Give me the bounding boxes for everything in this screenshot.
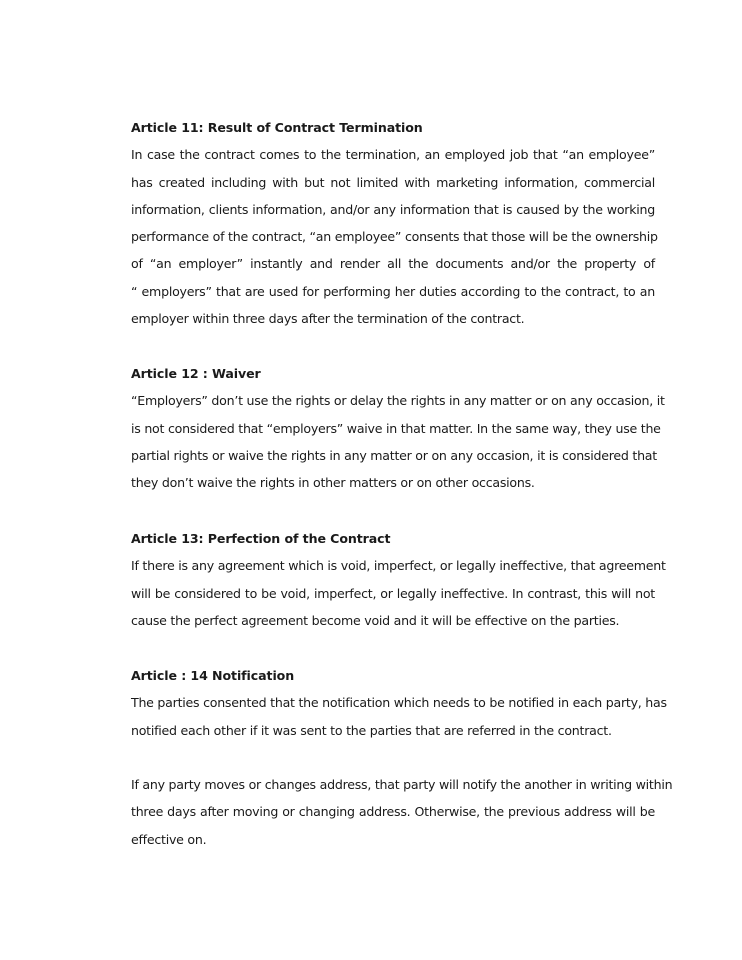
text-line: will be considered to be void, imperfect, or legally ineffective. In contrast, this will not bbox=[131, 585, 655, 601]
text-line: cause the perfect agreement become void and it will be effective on the parties. bbox=[131, 612, 620, 628]
paragraph bbox=[131, 141, 658, 332]
paragraph bbox=[131, 771, 673, 853]
paragraph bbox=[131, 689, 667, 744]
article-heading: Article : 14 Notification bbox=[131, 668, 295, 683]
text-line: notified each other if it was sent to the parties that are referred in the contract. bbox=[131, 722, 612, 738]
text-line: performance of the contract, “an employee” consents that those will be the ownership bbox=[131, 229, 658, 245]
article-section bbox=[131, 114, 658, 332]
text-line: “ employers” that are used for performing her duties according to the contract, to an bbox=[131, 283, 655, 299]
text-line: In case the contract comes to the termination, an employed job that “an employee” bbox=[131, 147, 655, 163]
article-section bbox=[131, 525, 666, 634]
text-line: partial rights or waive the rights in any matter or on any occasion, it is considered that bbox=[131, 447, 657, 463]
text-line: they don’t waive the rights in other matters or on other occasions. bbox=[131, 475, 535, 491]
paragraph bbox=[131, 387, 665, 496]
paragraph bbox=[131, 552, 666, 634]
paragraph-spacer bbox=[131, 744, 655, 771]
article-heading: Article 13: Perfection of the Contract bbox=[131, 531, 391, 546]
text-line: effective on. bbox=[131, 831, 207, 847]
text-line: has created including with but not limited with marketing information, commercial bbox=[131, 174, 655, 190]
article-heading: Article 12 : Waiver bbox=[131, 366, 261, 381]
text-line: three days after moving or changing address. Otherwise, the previous address will be bbox=[131, 804, 655, 820]
text-line: The parties consented that the notification which needs to be notified in each party, has bbox=[131, 695, 667, 711]
article-heading: Article 11: Result of Contract Termination bbox=[131, 120, 423, 135]
text-line: “Employers” don’t use the rights or delay the rights in any matter or on any occasion, it bbox=[131, 393, 665, 409]
text-line: If any party moves or changes address, that party will notify the another in writing within bbox=[131, 777, 673, 793]
text-line: of “an employer” instantly and render all the documents and/or the property of bbox=[131, 256, 655, 272]
text-line: employer within three days after the termination of the contract. bbox=[131, 311, 525, 327]
article-section bbox=[131, 662, 673, 853]
text-line: is not considered that “employers” waive in that matter. In the same way, they use the bbox=[131, 420, 661, 436]
article-section bbox=[131, 360, 665, 496]
text-line: information, clients information, and/or any information that is caused by the working bbox=[131, 201, 655, 217]
text-line: If there is any agreement which is void, imperfect, or legally ineffective, that agreement bbox=[131, 558, 666, 574]
